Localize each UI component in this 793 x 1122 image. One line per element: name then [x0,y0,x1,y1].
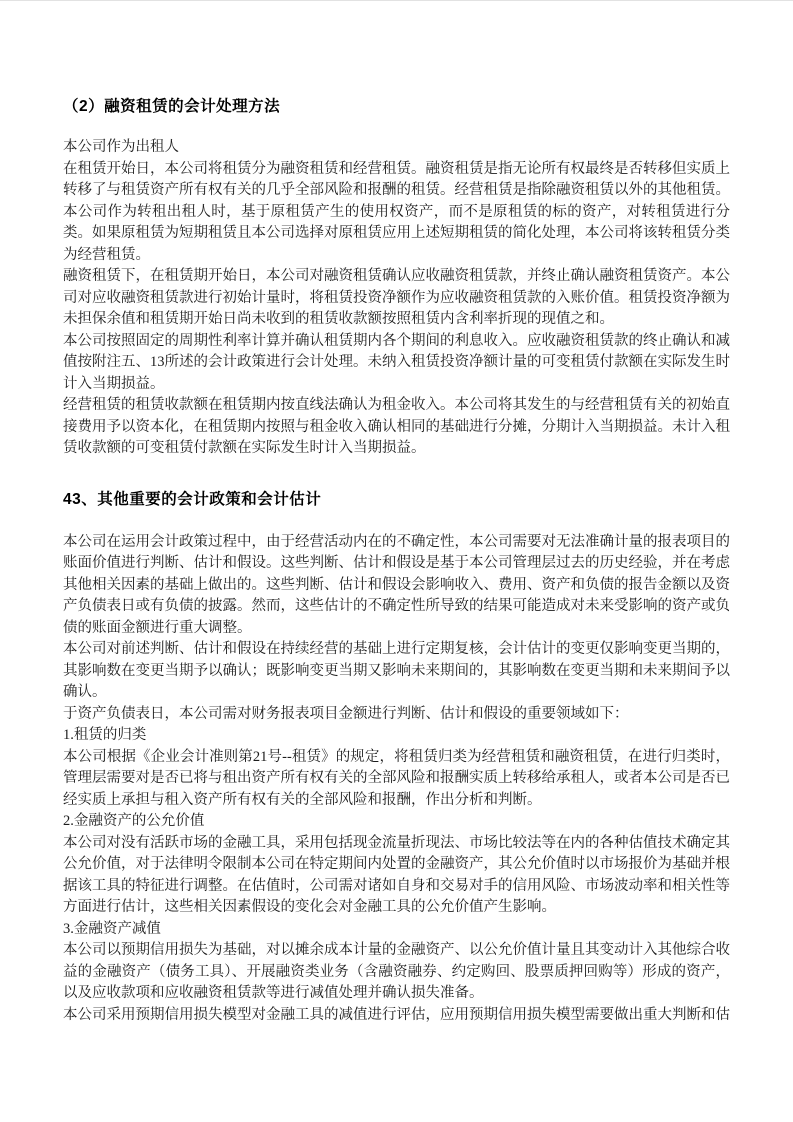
subheading-financial-asset-impairment: 3.金融资产减值 [63,920,161,937]
section-other-policies [63,532,730,1027]
subheading-lease-classification: 1.租赁的归类 [63,727,147,743]
section-finance-lease [63,137,730,460]
paragraph: 本公司以预期信用损失为基础，对以摊余成本计量的金融资产、以公允价值计量且其变动计入其他综合收益的金融资产（债务工具）、开展融资类业务（含融资融券、约定购回、股票质押回购等）形成的资产，以及应收款项和应收融资租赁款等进行减值处理并确认损失准备。 [63,942,730,1001]
paragraph: 本公司采用预期信用损失模型对金融工具的减值进行评估，应用预期信用损失模型需要做出重大判断和估 [63,1006,730,1023]
paragraph: 经营租赁的租赁收款额在租赁期内按直线法确认为租金收入。本公司将其发生的与经营租赁有关的初始直接费用予以资本化，在租赁期内按照与租金收入确认相同的基础进行分摊，分期计入当期损益。未计入租赁收款额的可变租赁付款额在实际发生时计入当期损益。 [63,397,730,456]
paragraph: 于资产负债表日，本公司需对财务报表项目金额进行判断、估计和假设的重要领域如下： [63,705,629,722]
paragraph: 本公司作为出租人 [63,139,179,155]
subheading-financial-asset-fair-value: 2.金融资产的公允价值 [63,813,205,829]
paragraph: 融资租赁下，在租赁期开始日，本公司对融资租赁确认应收融资租赁款，并终止确认融资租赁资产。本公司对应收融资租赁款进行初始计量时，将租赁投资净额作为应收融资租赁款的入账价值。租赁投资净额为未担保余值和租赁期开始日尚未收到的租赁收款额按照租赁内含利率折现的现值之和。 [63,268,730,327]
paragraph: 本公司根据《企业会计准则第21号--租赁》的规定，将租赁归类为经营租赁和融资租赁，在进行归类时，管理层需要对是否已将与租出资产所有权有关的全部风险和报酬实质上转移给承租人，或者本公司是否已经实质上承担与租入资产所有权有关的全部风险和报酬，作出分析和判断。 [63,748,730,808]
section-heading-other-policies-estimates: 43、其他重要的会计政策和会计估计 [63,490,322,508]
paragraph: 本公司对前述判断、估计和假设在持续经营的基础上进行定期复核，会计估计的变更仅影响变更当期的，其影响数在变更当期予以确认；既影响变更当期又影响未来期间的，其影响数在变更当期和未来期间予以确认。 [63,641,730,700]
paragraph: 本公司在运用会计政策过程中，由于经营活动内在的不确定性，本公司需要对无法准确计量的报表项目的账面价值进行判断、估计和假设。这些判断、估计和假设是基于本公司管理层过去的历史经验，并在考虑其他相关因素的基础上做出的。这些判断、估计和假设会影响收入、费用、资产和负债的报告金额以及资产负债表日或有负债的披露。然而，这些估计的不确定性所导致的结果可能造成对未来受影响的资产或负债的账面金额进行重大调整。 [63,533,730,636]
paragraph: 在租赁开始日，本公司将租赁分为融资租赁和经营租赁。融资租赁是指无论所有权最终是否转移但实质上转移了与租赁资产所有权有关的几乎全部风险和报酬的租赁。经营租赁是指除融资租赁以外的其他租赁。本公司作为转租出租人时，基于原租赁产生的使用权资产，而不是原租赁的标的资产，对转租赁进行分类。如果原租赁为短期租赁且本公司选择对原租赁应用上述短期租赁的简化处理，本公司将该转租赁分类为经营租赁。 [63,160,730,263]
section-heading-finance-lease-accounting: （2）融资租赁的会计处理方法 [63,98,281,115]
paragraph: 本公司对没有活跃市场的金融工具，采用包括现金流量折现法、市场比较法等在内的各种估值技术确定其公允价值，对于法律明令限制本公司在特定期间内处置的金融资产，其公允价值时以市场报价为基础并根据该工具的特征进行调整。在估值时，公司需对诸如自身和交易对手的信用风险、市场波动率和相关性等方面进行估计，这些相关因素假设的变化会对金融工具的公允价值产生影响。 [63,834,730,915]
paragraph: 本公司按照固定的周期性利率计算并确认租赁期内各个期间的利息收入。应收融资租赁款的终止确认和减值按附注五、13所述的会计政策进行会计处理。未纳入租赁投资净额计量的可变租赁付款额在实际发生时计入当期损益。 [63,332,730,392]
